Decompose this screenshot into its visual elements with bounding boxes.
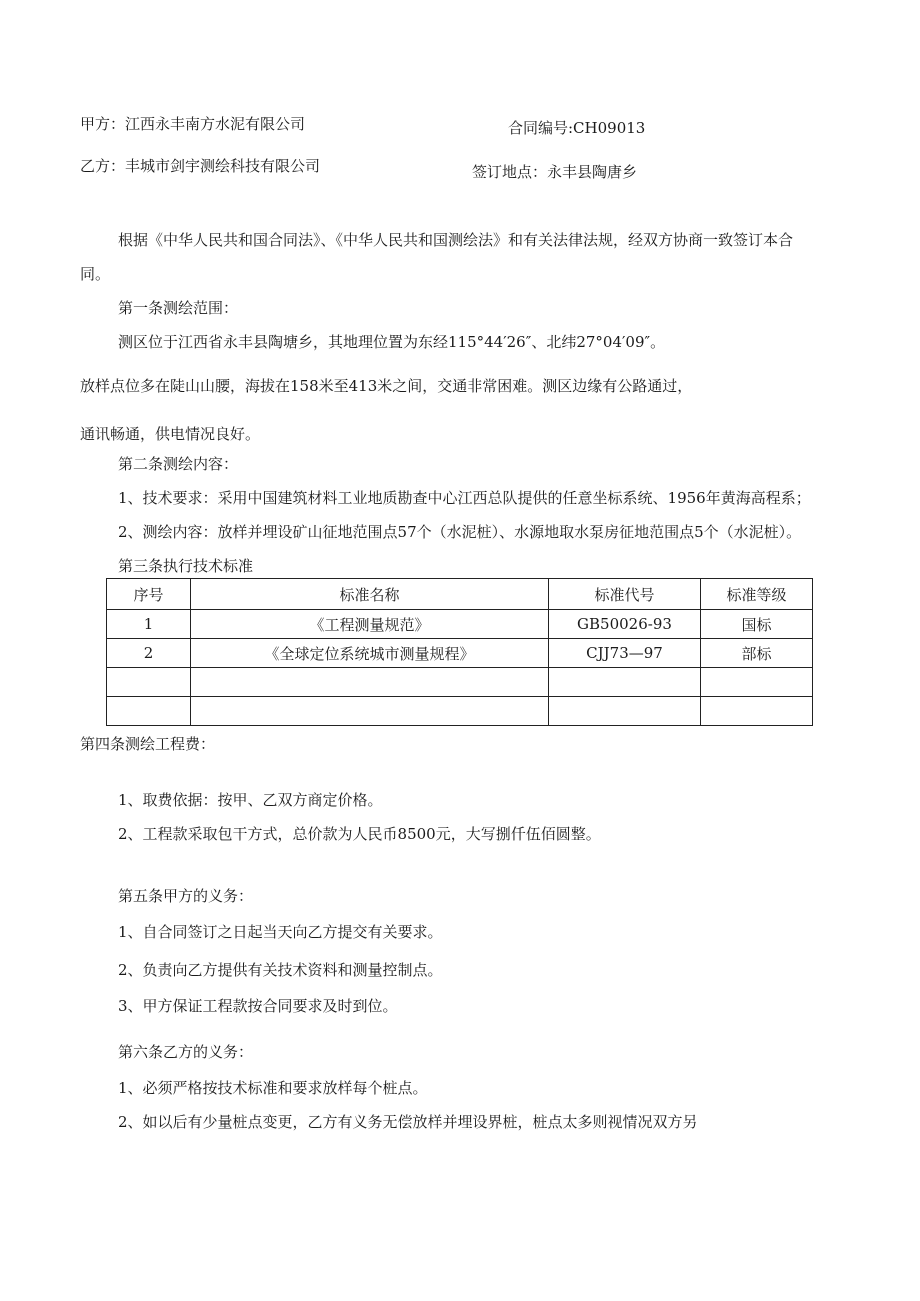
table-cell (191, 697, 549, 726)
article-4-item-1: 1、取费依据：按甲、乙双方商定价格。 (118, 791, 383, 809)
table-cell (549, 668, 701, 697)
standards-table (106, 578, 813, 726)
table-cell: CJJ73—97 (549, 639, 701, 668)
article-5-item-1: 1、自合同签订之日起当天向乙方提交有关要求。 (118, 923, 443, 941)
table-cell (191, 668, 549, 697)
table-header-cell: 序号 (107, 579, 191, 610)
table-cell: 部标 (701, 639, 813, 668)
article-2-title: 第二条测绘内容： (118, 455, 239, 473)
party-b: 乙方：丰城市剑宇测绘科技有限公司 (80, 157, 321, 175)
article-1-title: 第一条测绘范围： (118, 299, 239, 317)
table-header-row (107, 579, 813, 610)
intro-line-2: 同。 (80, 265, 111, 283)
article-2-item-1: 1、技术要求：采用中国建筑材料工业地质勘查中心江西总队提供的任意坐标系统、1956年黄海高程系； (118, 489, 811, 507)
table-cell: 1 (107, 610, 191, 639)
article-4-item-2: 2、工程款采取包干方式，总价款为人民币8500元，大写捌仟伍佰圆整。 (118, 825, 601, 843)
table-cell: 《工程测量规范》 (191, 610, 549, 639)
table-cell: GB50026-93 (549, 610, 701, 639)
table-cell (107, 697, 191, 726)
intro-line-1: 根据《中华人民共和国合同法》、《中华人民共和国测绘法》和有关法律法规，经双方协商一致签订本合 (118, 231, 794, 249)
article-6-item-1: 1、必须严格按技术标准和要求放样每个桩点。 (118, 1079, 428, 1097)
table-cell: 国标 (701, 610, 813, 639)
table-cell: 《全球定位系统城市测量规程》 (191, 639, 549, 668)
table-header-cell: 标准名称 (191, 579, 549, 610)
article-4-title: 第四条测绘工程费： (80, 735, 216, 753)
article-2-item-2: 2、测绘内容：放样并埋设矿山征地范围点57个（水泥桩）、水源地取水泵房征地范围点5个（水泥桩）。 (118, 523, 802, 541)
contract-number: 合同编号:CH09013 (508, 119, 646, 137)
table-cell (107, 668, 191, 697)
table-cell (701, 668, 813, 697)
article-1-utilities: 通讯畅通，供电情况良好。 (80, 425, 261, 443)
table-row (107, 639, 813, 668)
table-cell (549, 697, 701, 726)
table-header-cell: 标准等级 (701, 579, 813, 610)
article-3-title: 第三条执行技术标准 (118, 557, 254, 575)
table-row (107, 610, 813, 639)
table-cell (701, 697, 813, 726)
table-row (107, 668, 813, 697)
article-5-title: 第五条甲方的义务： (118, 887, 254, 905)
party-a: 甲方：江西永丰南方水泥有限公司 (80, 115, 306, 133)
table-cell: 2 (107, 639, 191, 668)
article-6-title: 第六条乙方的义务： (118, 1043, 254, 1061)
table-row (107, 697, 813, 726)
sign-place: 签订地点：永丰县陶唐乡 (472, 163, 638, 181)
article-1-terrain: 放样点位多在陡山山腰，海拔在158米至413米之间，交通非常困难。测区边缘有公路通过， (80, 377, 693, 395)
article-6-item-2: 2、如以后有少量桩点变更，乙方有义务无偿放样并埋设界桩，桩点太多则视情况双方另 (118, 1113, 698, 1131)
article-1-location: 测区位于江西省永丰县陶塘乡，其地理位置为东经115°44′26″、北纬27°04′09″。 (118, 333, 666, 351)
table-header-cell: 标准代号 (549, 579, 701, 610)
article-5-item-2: 2、负责向乙方提供有关技术资料和测量控制点。 (118, 961, 443, 979)
article-5-item-3: 3、甲方保证工程款按合同要求及时到位。 (118, 997, 398, 1015)
